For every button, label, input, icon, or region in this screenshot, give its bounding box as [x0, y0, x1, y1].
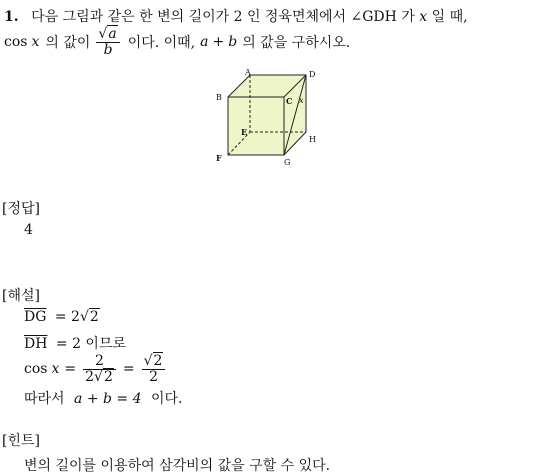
fraction-denominator: b [103, 41, 113, 58]
hint-header: [힌트] [2, 433, 40, 449]
problem-number: 1. [4, 9, 19, 25]
label-h: H [309, 135, 316, 144]
answer-value: 4 [24, 222, 33, 238]
dg-sqrt-value: 2 [89, 309, 99, 325]
dh-equals: = 2 이므로 [55, 336, 127, 352]
explanation-dg-line: $\overline{DG} = 2√2$ [24, 309, 99, 325]
problem-text-end: 의 값을 구하시오. [242, 35, 351, 51]
problem-line-2 [4, 22, 350, 62]
fraction-2-denominator: 2 [149, 368, 158, 385]
cos-variable: x [31, 34, 40, 50]
label-e: E [241, 127, 248, 137]
cos-equals-2: = [122, 361, 135, 377]
label-f: F [216, 153, 222, 163]
angle-variable: x [419, 9, 428, 25]
problem-text-value: 의 값이 [45, 35, 91, 51]
hint-text: 변의 길이를 이용하여 삼각비의 값을 구할 수 있다. [24, 458, 331, 474]
expr-b: b [228, 34, 238, 50]
dg-equals: = 2 [54, 309, 80, 325]
conclusion-pre: 따라서 [24, 391, 65, 407]
cos-lhs: cos [24, 361, 48, 377]
label-b: B [216, 93, 222, 102]
conclusion-expr: a + b = 4 [74, 391, 142, 407]
fraction-1: $\frac{2}{2√2}$ [83, 354, 116, 385]
label-c: C [286, 96, 293, 106]
answer-fraction [96, 27, 119, 58]
label-d: D [309, 70, 316, 79]
fraction-1-numerator: 2 [83, 354, 116, 370]
conclusion-post: 이다. [150, 391, 183, 407]
cube-figure [210, 66, 330, 170]
sqrt-symbol: √ [98, 25, 108, 42]
fraction-1-den-sqrt: 2 [103, 368, 113, 385]
problem-text-tail: 일 때, [431, 9, 468, 25]
label-a: A [245, 68, 251, 77]
problem-text: 다음 그림과 같은 한 변의 길이가 2 인 정육면체에서 ∠GDH 가 [31, 9, 415, 25]
problem-text-mid: 이다. 이때, [127, 35, 196, 51]
segment-dh: $\overline{DH}$ [24, 336, 48, 352]
fraction-2-num-sqrt: 2 [153, 352, 163, 369]
explanation-header: [해설] [2, 288, 40, 304]
explanation-conclusion [24, 388, 182, 408]
label-x: x [299, 96, 304, 105]
segment-dg: $\overline{DG}$ [24, 309, 47, 325]
cos-equals-1: = [64, 361, 77, 377]
fraction-numerator: a [108, 25, 117, 42]
expr-plus: + [212, 34, 225, 50]
fraction-1-den-coef: 2 [85, 368, 95, 385]
label-g: G [284, 158, 291, 167]
cos-function: cos [4, 34, 28, 50]
cos-lhs-variable: x [51, 361, 60, 377]
expr-a: a [200, 34, 209, 50]
fraction-2: $\frac{√2}{2}$ [142, 354, 166, 385]
explanation-cos-line [24, 349, 167, 389]
answer-header: [정답] [2, 201, 40, 217]
